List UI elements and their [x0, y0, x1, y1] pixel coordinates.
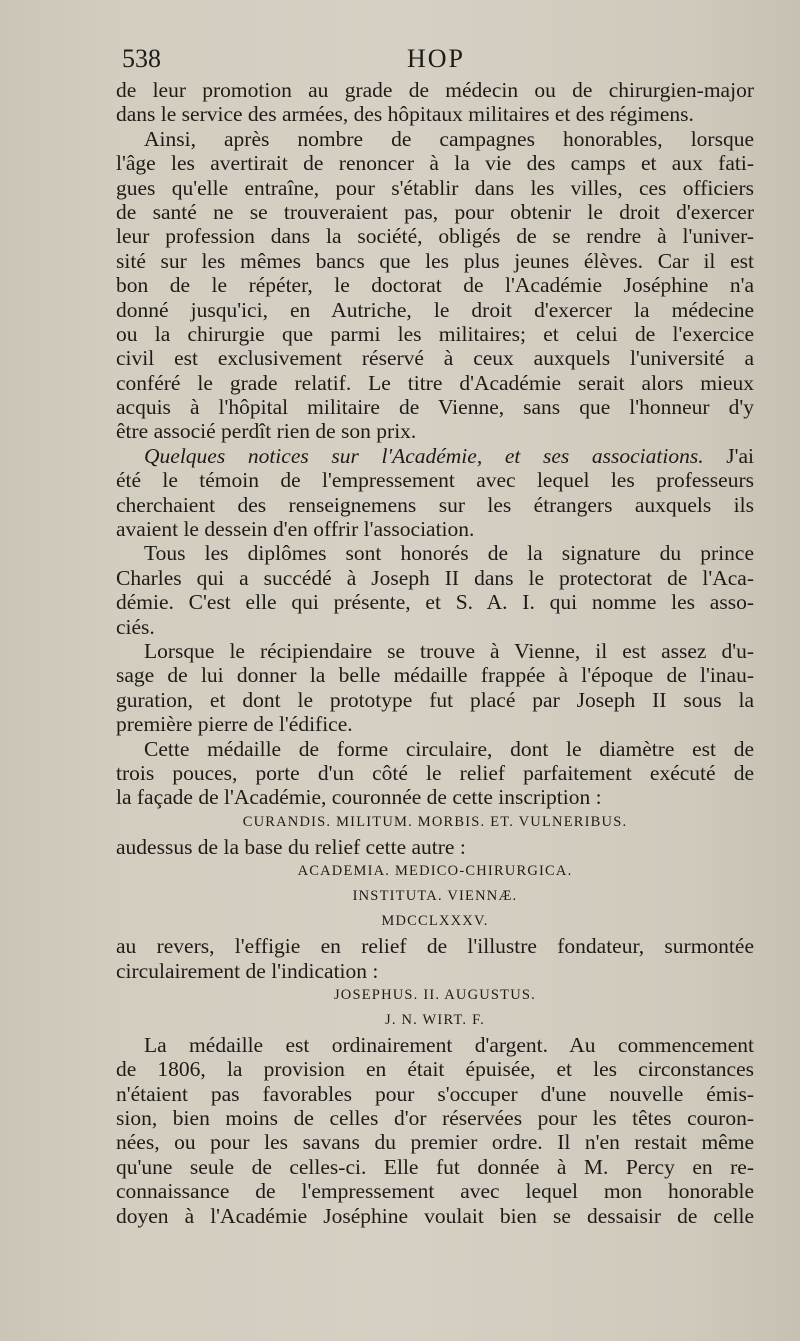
text-line: démie. C'est elle qui présente, et S. A. I. qui nomme les asso-	[116, 590, 754, 615]
text-line: Charles qui a succédé à Joseph II dans le protectorat de l'Aca-	[116, 565, 754, 590]
text-line: de 1806, la provision en était épuisée, et les circonstances	[116, 1057, 754, 1082]
text-line: trois pouces, porte d'un côté le relief parfaitement exécuté de	[116, 760, 754, 785]
running-head: HOP	[406, 44, 465, 73]
text-line: été le témoin de l'empressement avec lequel les professeurs	[116, 468, 754, 493]
italic-heading: Quelques notices sur l'Académie, et ses associations.	[144, 443, 704, 468]
text-line: doyen à l'Académie Joséphine voulait bien se dessaisir de celle	[116, 1203, 754, 1228]
inscription-line: J. N. WIRT. F.	[384, 1011, 486, 1028]
inscription-line: INSTITUTA. VIENNÆ.	[352, 888, 518, 905]
text-line: Cette médaille de forme circulaire, dont le diamètre est de	[144, 736, 754, 761]
text-line: sage de lui donner la belle médaille frappée à l'époque de l'inau-	[116, 663, 754, 688]
text-line: être associé perdît rien de son prix.	[116, 419, 417, 444]
text-line: sité sur les mêmes bancs que les plus jeunes élèves. Car il est	[116, 248, 754, 273]
text-line: la façade de l'Académie, couronnée de cette inscription :	[116, 785, 602, 810]
text-line: bon de le répéter, le doctorat de l'Académie Joséphine n'a	[116, 273, 754, 298]
text-line: première pierre de l'édifice.	[116, 712, 353, 737]
text-line: cherchaient des renseignemens sur les étrangers auxquels ils	[116, 492, 754, 517]
text-line: Tous les diplômes sont honorés de la signature du prince	[144, 541, 754, 566]
text-line: ciés.	[116, 614, 155, 639]
inscription-line: CURANDIS. MILITUM. MORBIS. ET. VULNERIBUS.	[242, 813, 628, 830]
text-line: connaissance de l'empressement avec lequel mon honorable	[116, 1179, 754, 1204]
inscription-line: ACADEMIA. MEDICO-CHIRURGICA.	[297, 863, 573, 880]
text-line: civil est exclusivement réservé à ceux auxquels l'université a	[116, 346, 754, 371]
text-line: dans le service des armées, des hôpitaux militaires et des régimens.	[116, 102, 694, 127]
inscription-line: MDCCLXXXV.	[381, 913, 489, 930]
text-line-italic-start: Quelques notices sur l'Académie, et ses associations. J'ai	[144, 443, 754, 468]
text-line: de leur promotion au grade de médecin ou de chirurgien-major	[116, 78, 754, 102]
text-line: gues qu'elle entraîne, pour s'établir dans les villes, ces officiers	[116, 175, 754, 200]
text-line: qu'une seule de celles-ci. Elle fut donnée à M. Percy en re-	[116, 1154, 754, 1179]
text-line: guration, et dont le prototype fut placé par Joseph II sous la	[116, 687, 754, 712]
text-line: donné jusqu'ici, en Autriche, le droit d'exercer la médecine	[116, 297, 754, 322]
text-line: n'étaient pas favorables pour s'occuper d'une nouvelle émis-	[116, 1081, 754, 1106]
text-line: conféré le grade relatif. Le titre d'Académie serait alors mieux	[116, 370, 754, 395]
text-line: avaient le dessein d'en offrir l'association.	[116, 517, 475, 542]
text-line: acquis à l'hôpital militaire de Vienne, sans que l'honneur d'y	[116, 395, 754, 420]
body-text	[116, 78, 754, 1228]
text-line: Ainsi, après nombre de campagnes honorables, lorsque	[144, 126, 754, 151]
text-line: sion, bien moins de celles d'or réservées pour les têtes couron-	[116, 1106, 754, 1131]
text-line: de santé ne se trouveraient pas, pour obtenir le droit d'exercer	[116, 199, 754, 224]
text-line: ou la chirurgie que parmi les militaires; et celui de l'exercice	[116, 321, 754, 346]
text-line: audessus de la base du relief cette autre :	[116, 834, 466, 859]
inscription-line: JOSEPHUS. II. AUGUSTUS.	[333, 986, 537, 1003]
text-line: Lorsque le récipiendaire se trouve à Vienne, il est assez d'u-	[144, 638, 754, 663]
text-line: La médaille est ordinairement d'argent. Au commencement	[144, 1032, 754, 1057]
text-line: nées, ou pour les savans du premier ordre. Il n'en restait même	[116, 1130, 754, 1155]
page-header	[118, 44, 754, 78]
text-line: circulairement de l'indication :	[116, 958, 379, 983]
text-line: leur profession dans la société, obligés de se rendre à l'univer-	[116, 224, 754, 249]
page-number: 538	[122, 44, 161, 73]
text-line: l'âge les avertirait de renoncer à la vie des camps et aux fati-	[116, 151, 754, 176]
text-line: au revers, l'effigie en relief de l'illustre fondateur, surmontée	[116, 934, 754, 959]
